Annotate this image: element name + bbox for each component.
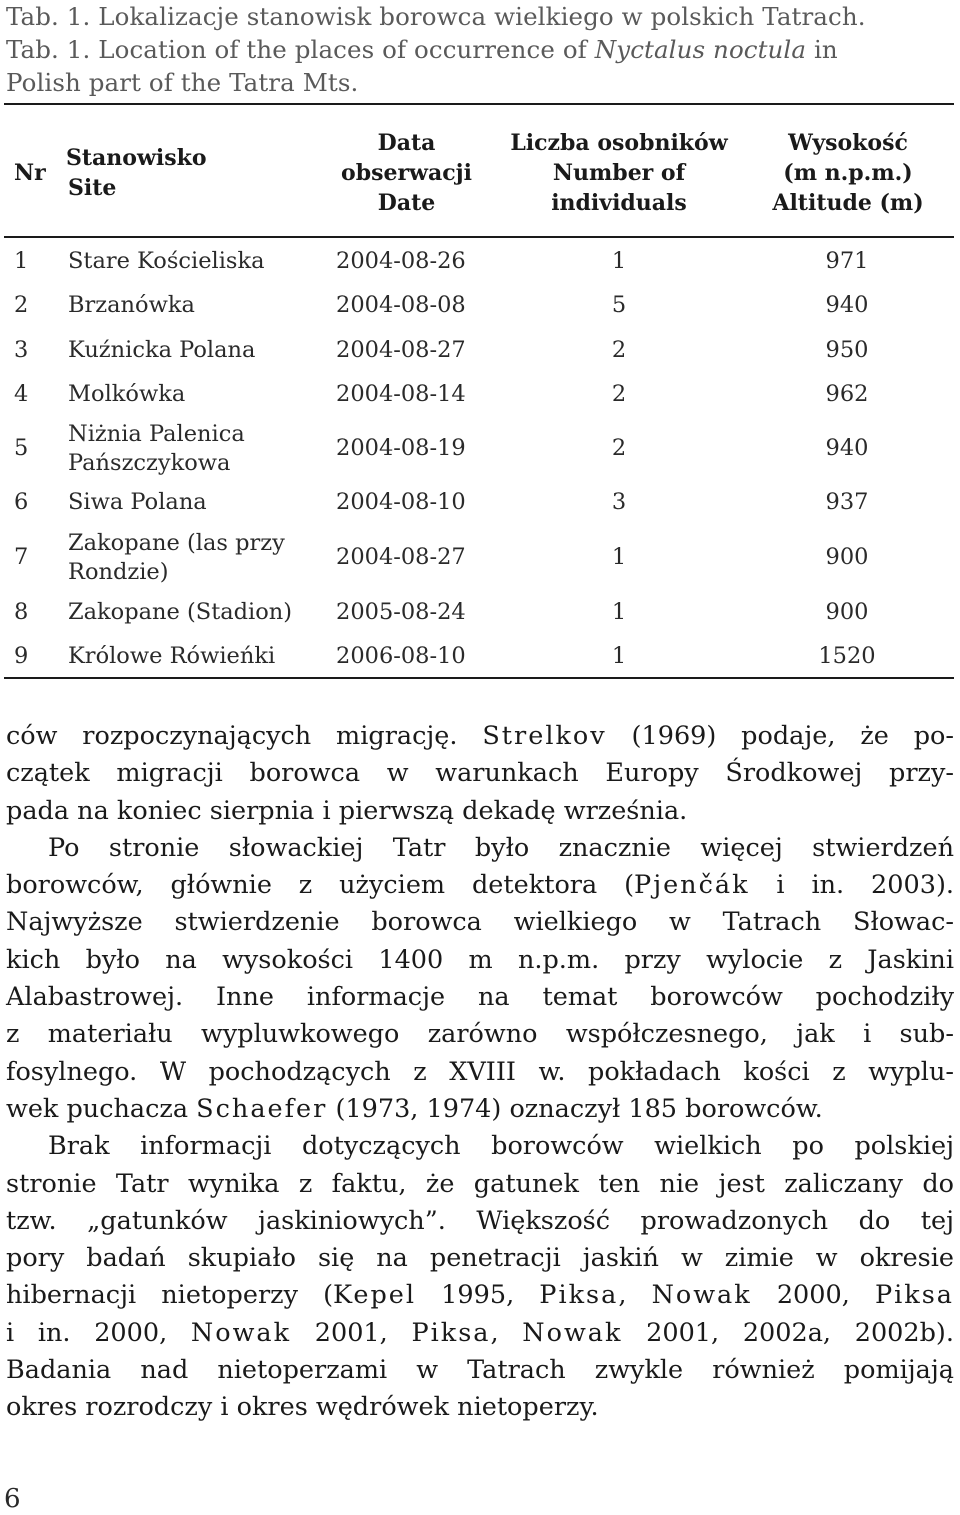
header-number-pl: Liczba osobników (510, 130, 728, 156)
cell-site: Brzanówka (68, 292, 195, 318)
author-name: Pjenčák (634, 870, 750, 901)
cell-site-line: Rondzie) (68, 559, 169, 585)
cell-number: 2 (611, 435, 627, 461)
cell-altitude: 950 (825, 337, 869, 363)
text-line: Po stronie słowackiej Tatr było znacznie więcej stwierdzeń (48, 832, 954, 863)
text-line: stronie Tatr wynika z faktu, że gatunek ten nie jest zaliczany do (6, 1168, 954, 1199)
cell-altitude: 940 (825, 292, 869, 318)
text-line: Alabastrowej. Inne informacje na temat borowców pochodziły (6, 982, 954, 1013)
cell-altitude: 962 (825, 381, 869, 407)
text-run: i in. 2003). (749, 870, 955, 901)
cell-number: 2 (611, 337, 627, 363)
cell-altitude: 971 (825, 248, 869, 274)
cell-number: 1 (611, 643, 627, 669)
author-name: Nowak (522, 1317, 623, 1348)
table-header-rule (4, 236, 954, 238)
text-run: 1995, (416, 1280, 540, 1311)
caption-english-text: Tab. 1. Location of the places of occurrence of (6, 35, 595, 64)
text-run: , (618, 1280, 652, 1311)
text-line (6, 1315, 954, 1352)
text-run: 2000, (751, 1280, 875, 1311)
text-line: Najwyższe stwierdzenie borowca wielkiego w Tatrach Słowac- (6, 907, 954, 938)
text-line: kich było na wysokości 1400 m n.p.m. przy wylocie z Jaskini (6, 944, 954, 975)
text-line: czątek migracji borowca w warunkach Europy Środkowej przy- (6, 758, 954, 789)
header-date-en: Date (377, 190, 436, 216)
header-site-pl: Stanowisko (66, 145, 207, 171)
cell-date: 2004-08-27 (336, 544, 466, 570)
cell-site-line: Zakopane (las przy (68, 530, 285, 556)
author-name: Piksa (874, 1280, 954, 1311)
text-run: , (490, 1317, 523, 1348)
cell-date: 2004-08-08 (336, 292, 466, 318)
cell-altitude: 1520 (818, 643, 876, 669)
table-bottom-rule (4, 677, 954, 679)
header-altitude-en: Altitude (m) (772, 190, 924, 216)
cell-altitude: 900 (825, 544, 869, 570)
text-run: ców rozpoczynających migrację. (6, 721, 483, 751)
cell-site-line: Niżnia Palenica (68, 421, 245, 447)
text-line (6, 718, 954, 755)
cell-site: Królowe Rówieńki (68, 643, 276, 669)
caption-polish: Tab. 1. Lokalizacje stanowisk borowca wielkiego w polskich Tatrach. (6, 2, 866, 31)
caption-english-cont: Polish part of the Tatra Mts. (6, 68, 359, 97)
text-line (6, 1277, 954, 1314)
table-caption (6, 0, 954, 99)
cell-site: Stare Kościeliska (68, 248, 265, 274)
author-name: Strelkov (482, 721, 607, 751)
cell-nr: 6 (14, 489, 29, 515)
text-line: Brak informacji dotyczących borowców wielkich po polskiej (48, 1131, 954, 1162)
cell-site-line: Pańszczykowa (68, 450, 231, 476)
text-line: pada na koniec sierpnia i pierwszą dekadę września. (6, 795, 688, 826)
header-site (66, 143, 207, 203)
cell-date: 2004-08-26 (336, 248, 466, 274)
cell-nr: 8 (14, 599, 29, 625)
cell-number: 2 (611, 381, 627, 407)
text-run: 2001, (291, 1317, 412, 1348)
text-line: fosylnego. W pochodzących z XVIII w. pokładach kości z wyplu- (6, 1056, 954, 1087)
text-line: z materiału wypluwkowego zarówno współczesnego, jak i sub- (6, 1019, 954, 1050)
header-number-en: Number of (552, 160, 686, 186)
cell-site: Zakopane (Stadion) (68, 599, 293, 625)
cell-altitude: 940 (825, 435, 869, 461)
cell-number: 5 (611, 292, 627, 318)
cell-nr: 2 (14, 292, 29, 318)
cell-nr: 5 (14, 435, 29, 461)
cell-date: 2004-08-27 (336, 337, 466, 363)
text-line: okres rozrodczy i okres wędrówek nietoperzy. (6, 1392, 599, 1423)
text-run: i in. 2000, (6, 1317, 191, 1348)
text-run: 2001, 2002a, 2002b). (622, 1317, 954, 1348)
cell-date: 2004-08-10 (336, 489, 466, 515)
author-name: Piksa (539, 1280, 619, 1311)
cell-number: 1 (611, 248, 627, 274)
header-site-en: Site (68, 175, 117, 201)
cell-site: Molkówka (68, 381, 186, 407)
cell-nr: 7 (14, 544, 29, 570)
text-run: borowców, głównie z użyciem detektora ( (6, 870, 635, 901)
header-date (324, 128, 489, 218)
cell-number: 1 (611, 544, 627, 570)
text-line: Badania nad nietoperzami w Tatrach zwykle również pomijają (6, 1355, 954, 1386)
cell-altitude: 937 (825, 489, 869, 515)
author-name: Piksa (411, 1317, 491, 1348)
page-number: 6 (4, 1484, 21, 1514)
header-altitude (760, 128, 936, 218)
cell-site (68, 420, 245, 478)
author-name: Nowak (651, 1280, 752, 1311)
cell-nr: 4 (14, 381, 29, 407)
header-altitude-unit: (m n.p.m.) (783, 160, 913, 186)
cell-nr: 9 (14, 643, 29, 669)
text-run: wek puchacza (6, 1093, 197, 1124)
text-line (6, 1091, 954, 1128)
text-run: hibernacji nietoperzy ( (6, 1280, 334, 1311)
header-number-en2: individuals (551, 190, 687, 216)
header-date-pl2: obserwacji (341, 160, 472, 186)
text-line: tzw. „gatunków jaskiniowych”. Większość prowadzonych do tej (6, 1205, 954, 1236)
cell-date: 2004-08-14 (336, 381, 466, 407)
caption-english (6, 33, 954, 66)
species-name: Nyctalus noctula (594, 35, 807, 64)
text-line: pory badań skupiało się na penetracji jaskiń w zimie w okresie (6, 1243, 954, 1274)
header-altitude-pl: Wysokość (788, 130, 908, 156)
text-line (6, 867, 954, 904)
cell-date: 2005-08-24 (336, 599, 466, 625)
cell-date: 2004-08-19 (336, 435, 466, 461)
cell-number: 3 (611, 489, 627, 515)
cell-nr: 3 (14, 337, 29, 363)
cell-site (68, 529, 285, 587)
body-text (6, 718, 954, 1427)
header-date-pl: Data (377, 130, 436, 156)
author-name: Nowak (190, 1317, 292, 1348)
author-name: Kepel (333, 1280, 417, 1311)
cell-number: 1 (611, 599, 627, 625)
cell-site: Kuźnicka Polana (68, 337, 256, 363)
table-top-rule (4, 103, 954, 105)
cell-site: Siwa Polana (68, 489, 207, 515)
cell-date: 2006-08-10 (336, 643, 466, 669)
author-name: Schaefer (196, 1093, 328, 1124)
caption-english-text: in (806, 35, 838, 64)
text-run: (1969) podaje, że po- (606, 721, 954, 751)
cell-nr: 1 (14, 248, 29, 274)
text-run: (1973, 1974) oznaczył 185 borowców. (327, 1093, 823, 1124)
header-nr: Nr (14, 160, 46, 186)
header-number (496, 128, 742, 218)
cell-altitude: 900 (825, 599, 869, 625)
